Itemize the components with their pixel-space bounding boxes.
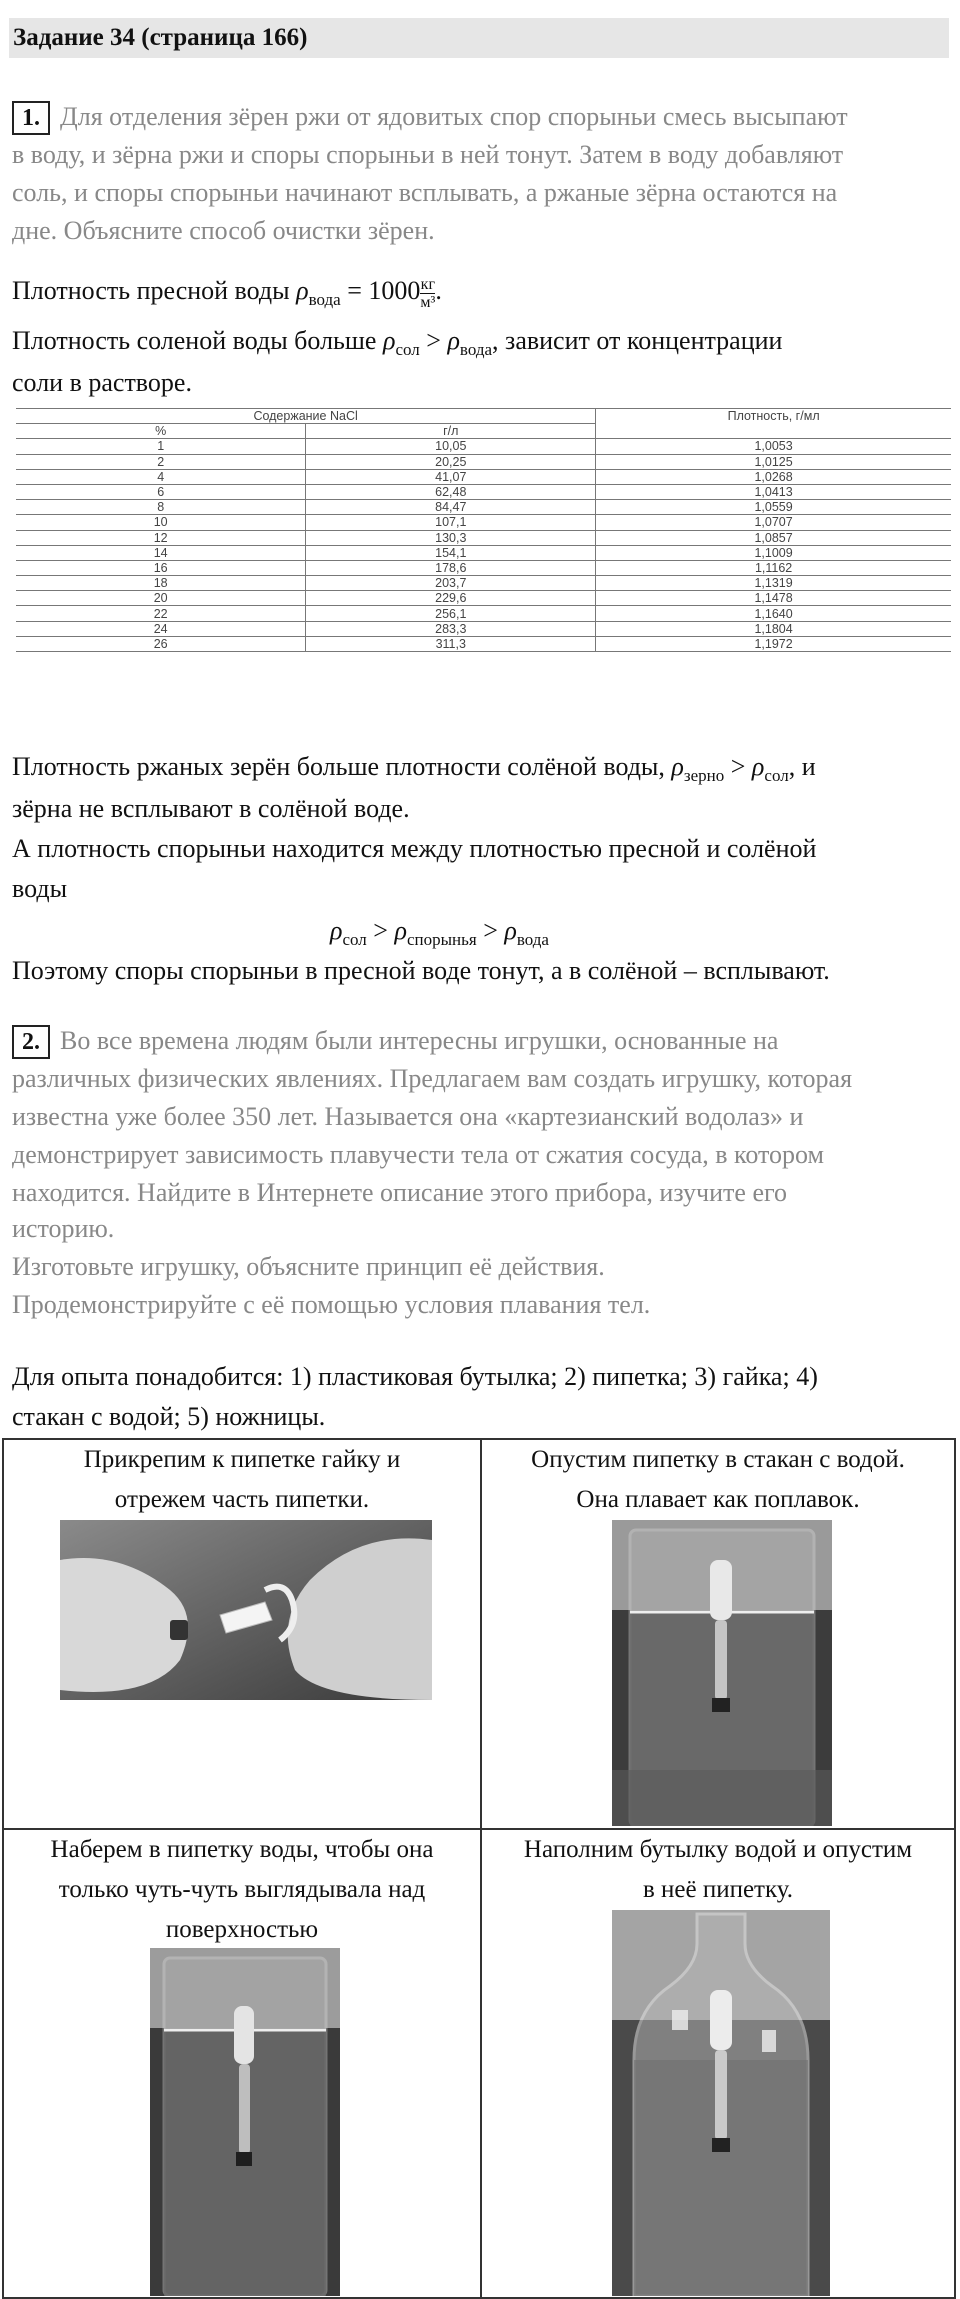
task2-line-1: 2. Во все времена людям были интересны игрушки, основанные на — [12, 1022, 778, 1060]
cell-percent: 4 — [16, 469, 306, 484]
task1-line-2: в воду, и зёрна ржи и споры спорыньи в ней тонут. Затем в воду добавляют — [12, 140, 844, 169]
task2-line-2: различных физических явлениях. Предлагаем вам создать игрушку, которая — [12, 1064, 853, 1093]
cell-density: 1,1162 — [596, 560, 951, 575]
task1-line-3: соль, и споры спорыньи начинают всплывать, а ржаные зёрна остаются на — [12, 178, 838, 207]
glass-pipette-water-photo — [150, 1948, 340, 2296]
materials-line-2: стакан с водой; 5) ножницы. — [12, 1402, 326, 1431]
step-4-caption: Наполним бутылку водой и опустим в неё пипетку. — [523, 1836, 913, 1903]
cell-gl: 130,3 — [306, 530, 596, 545]
density-inequality: $\rho_{сол} > \rho_{спорынья} > \rho_{вода}$ — [330, 916, 549, 950]
step-1-caption: Прикрепим к пипетке гайку и отрежем часть пипетки. — [83, 1446, 401, 1513]
table-row — [16, 469, 951, 484]
cell-density: 1,1319 — [596, 576, 951, 591]
cell-gl: 283,3 — [306, 621, 596, 636]
density-salt-water: Плотность соленой воды больше $\rho_{сол} > \rho_{вода}$, зависит от концентрации — [12, 326, 783, 360]
task2-line-4: демонстрирует зависимость плавучести тела от сжатия сосуда, в котором — [12, 1140, 824, 1169]
cell-density: 1,0857 — [596, 530, 951, 545]
bottle-pipette-photo — [612, 1910, 830, 2296]
hands-pipette-nut-photo — [60, 1520, 432, 1700]
cell-percent: 16 — [16, 560, 306, 575]
explanation-line-2: зёрна не всплывают в солёной воде. — [12, 794, 410, 823]
cell-gl: 41,07 — [306, 469, 596, 484]
task2-line-8: Продемонстрируйте с её помощью условия плавания тел. — [12, 1290, 651, 1319]
table-row — [16, 560, 951, 575]
table-row — [16, 439, 951, 454]
cell-gl: 178,6 — [306, 560, 596, 575]
cell-density: 1,0125 — [596, 454, 951, 469]
table-col-gl: г/л — [306, 424, 596, 439]
table-row — [16, 515, 951, 530]
cell-gl: 84,47 — [306, 500, 596, 515]
cell-density: 1,1009 — [596, 545, 951, 560]
cell-gl: 203,7 — [306, 576, 596, 591]
cell-percent: 10 — [16, 515, 306, 530]
cell-percent: 22 — [16, 606, 306, 621]
table-row — [16, 530, 951, 545]
step-2-caption: Опустим пипетку в стакан с водой. Она плавает как поплавок. — [531, 1446, 905, 1513]
cell-percent: 26 — [16, 636, 306, 651]
step-3-caption: Наберем в пипетку воды, чтобы она только чуть-чуть выглядывала над поверхностью — [50, 1836, 434, 1943]
cell-gl: 20,25 — [306, 454, 596, 469]
table-row — [16, 500, 951, 515]
cell-percent: 24 — [16, 621, 306, 636]
table-col-percent: % — [16, 424, 306, 439]
cell-percent: 14 — [16, 545, 306, 560]
glass-pipette-floating-photo — [612, 1520, 832, 1826]
task-number-2: 2. — [12, 1025, 50, 1059]
cell-density: 1,1640 — [596, 606, 951, 621]
cell-density: 1,0559 — [596, 500, 951, 515]
materials-line-1: Для опыта понадобится: 1) пластиковая бутылка; 2) пипетка; 3) гайка; 4) — [12, 1362, 818, 1391]
cell-percent: 8 — [16, 500, 306, 515]
density-salt-line-2: соли в растворе. — [12, 368, 192, 397]
cell-gl: 62,48 — [306, 484, 596, 499]
cell-density: 1,0707 — [596, 515, 951, 530]
task2-line-5: находится. Найдите в Интернете описание этого прибора, изучите его — [12, 1178, 788, 1207]
table-group-header: Содержание NaCl — [16, 409, 596, 424]
page-title: Задание 34 (страница 166) — [9, 18, 949, 58]
table-density-header: Плотность, г/мл — [596, 409, 951, 439]
table-row — [16, 621, 951, 636]
cell-percent: 20 — [16, 591, 306, 606]
cell-density: 1,0413 — [596, 484, 951, 499]
table-row — [16, 545, 951, 560]
cell-density: 1,0268 — [596, 469, 951, 484]
table-row — [16, 454, 951, 469]
cell-density: 1,1972 — [596, 636, 951, 651]
table-row — [16, 576, 951, 591]
task1-line-1: 1. Для отделения зёрен ржи от ядовитых спор спорыньи смесь высыпают — [12, 98, 848, 136]
cell-gl: 311,3 — [306, 636, 596, 651]
table-row — [16, 606, 951, 621]
cell-gl: 256,1 — [306, 606, 596, 621]
task2-line-3: известна уже более 350 лет. Называется она «картезианский водолаз» и — [12, 1102, 804, 1131]
cell-gl: 10,05 — [306, 439, 596, 454]
explanation-line-4: воды — [12, 874, 68, 903]
density-fresh-water: Плотность пресной воды $\rho_{вода} = 1000$ $\frac{кг}{\text{м³}}$ . — [12, 275, 442, 311]
cell-percent: 12 — [16, 530, 306, 545]
task-number-1: 1. — [12, 101, 50, 135]
cell-gl: 229,6 — [306, 591, 596, 606]
nacl-density-table — [16, 408, 951, 704]
task2-line-6: историю. — [12, 1214, 115, 1243]
cell-gl: 154,1 — [306, 545, 596, 560]
explanation-line-3: А плотность спорыньи находится между плотностью пресной и солёной — [12, 834, 817, 863]
cell-gl: 107,1 — [306, 515, 596, 530]
cell-percent: 18 — [16, 576, 306, 591]
table-row — [16, 484, 951, 499]
cell-percent: 2 — [16, 454, 306, 469]
task2-line-7: Изготовьте игрушку, объясните принцип её действия. — [12, 1252, 605, 1281]
cell-density: 1,0053 — [596, 439, 951, 454]
unit-fraction: $\frac{кг}{\text{м³}}$ — [420, 275, 436, 311]
cell-percent: 1 — [16, 439, 306, 454]
cell-percent: 6 — [16, 484, 306, 499]
explanation-line-1: Плотность ржаных зерён больше плотности солёной воды, $\rho_{зерно} > \rho_{сол}$, и — [12, 752, 816, 786]
cell-density: 1,1478 — [596, 591, 951, 606]
table-row — [16, 636, 951, 651]
explanation-line-5: Поэтому споры спорыньи в пресной воде тонут, а в солёной – всплывают. — [12, 956, 830, 985]
cell-density: 1,1804 — [596, 621, 951, 636]
table-row — [16, 591, 951, 606]
task1-line-4: дне. Объясните способ очистки зёрен. — [12, 216, 435, 245]
experiment-steps-grid — [2, 1438, 956, 2299]
